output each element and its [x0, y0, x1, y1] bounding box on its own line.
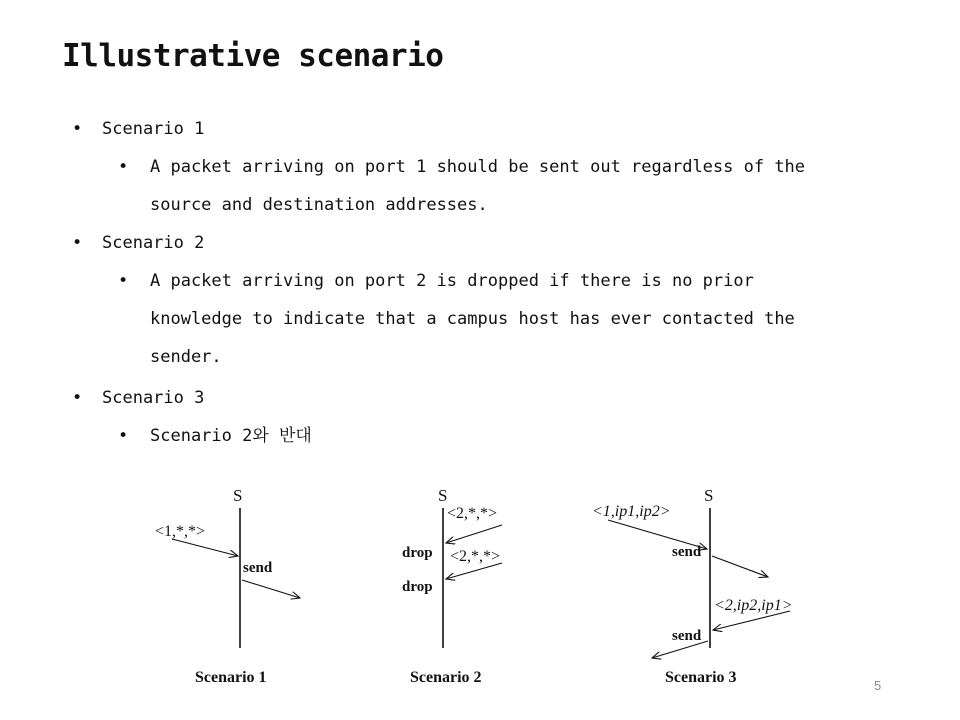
- action-label: send: [672, 544, 702, 560]
- page-number: 5: [874, 678, 882, 693]
- sub-bullet-text: A packet arriving on port 2 is dropped if there is no prior knowledge to indicate that a campus host has ever contacted the sender.: [150, 271, 795, 367]
- diagram-caption: Scenario 2: [410, 669, 482, 686]
- action-label: drop: [402, 579, 433, 595]
- outgoing-arrow: [712, 556, 768, 577]
- bullet-dot: •: [72, 388, 83, 408]
- slide-title: Illustrative scenario: [62, 38, 444, 74]
- packet-label: <2,ip2,ip1>: [714, 597, 793, 614]
- sub-bullet-text: Scenario 2와 반대: [150, 426, 312, 446]
- packet-label: <2,*,*>: [447, 505, 498, 522]
- diagram-caption: Scenario 1: [195, 669, 267, 686]
- packet-label: <1,ip1,ip2>: [592, 503, 671, 520]
- diagram-scenario-2: [402, 486, 502, 686]
- diagram-scenario-3: [592, 486, 792, 686]
- incoming-arrow: [172, 539, 238, 556]
- incoming-arrow: [446, 525, 502, 543]
- packet-label: <1,*,*>: [155, 523, 206, 540]
- outgoing-arrow: [242, 580, 300, 598]
- packet-label: <2,*,*>: [450, 548, 501, 565]
- bullet-dot: •: [118, 157, 129, 177]
- bullet-dot: •: [118, 426, 129, 446]
- diagram-scenario-1: [155, 486, 300, 686]
- bullet-label: Scenario 2: [102, 233, 205, 253]
- action-label: drop: [402, 545, 433, 561]
- server-label: S: [704, 486, 714, 505]
- server-label: S: [233, 486, 243, 505]
- action-label: send: [243, 560, 273, 576]
- server-label: S: [438, 486, 448, 505]
- bullet-label: Scenario 3: [102, 388, 205, 408]
- incoming-arrow: [446, 563, 502, 579]
- bullet-dot: •: [118, 271, 129, 291]
- diagram-caption: Scenario 3: [665, 669, 737, 686]
- bullet-dot: •: [72, 119, 83, 139]
- bullet-label: Scenario 1: [102, 119, 205, 139]
- action-label: send: [672, 628, 702, 644]
- bullet-dot: •: [72, 233, 83, 253]
- sub-bullet-text: A packet arriving on port 1 should be sent out regardless of the source and destination addresses.: [150, 157, 806, 215]
